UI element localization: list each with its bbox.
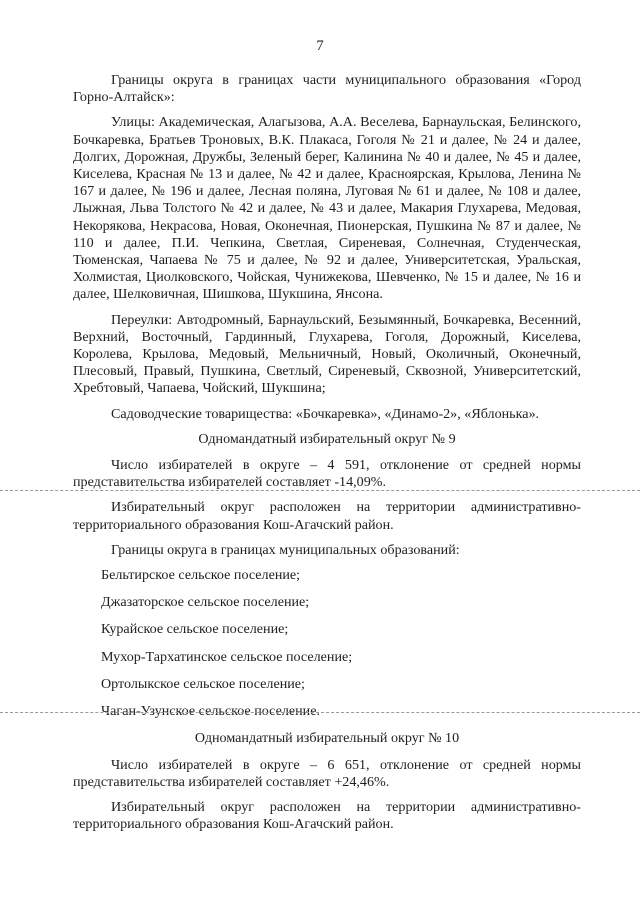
district-9-voters: Число избирателей в округе – 4 591, отклонение от средней нормы представительства избирателей составляет -14,09%. — [73, 457, 581, 491]
district-9-settlement-item: Курайское сельское поселение; — [101, 621, 289, 638]
district-10-voters: Число избирателей в округе – 6 651, отклонение от средней нормы представительства избирателей составляет +24,46%. — [73, 756, 581, 790]
scan-line-artifact — [0, 490, 640, 491]
paragraph-garden-societies: Садоводческие товарищества: «Бочкаревка», «Динамо-2», «Яблонька». — [111, 405, 540, 422]
district-9-settlement-item: Джазаторское сельское поселение; — [101, 594, 310, 611]
page-number: 7 — [316, 38, 324, 54]
paragraph-boundaries-intro: Границы округа в границах части муниципального образования «Город Горно-Алтайск»: — [73, 72, 581, 106]
district-10-location: Избирательный округ расположен на территории административно-территориального образования Кош-Агачский район. — [73, 798, 581, 833]
district-9-heading: Одномандатный избирательный округ № 9 — [198, 430, 456, 447]
district-9-settlement-item: Мухор-Тархатинское сельское поселение; — [101, 648, 353, 665]
district-9-settlement-item: Бельтирское сельское поселение; — [101, 567, 301, 584]
district-9-boundaries-intro: Границы округа в границах муниципальных образований: — [111, 541, 460, 558]
paragraph-lanes: Переулки: Автодромный, Барнаульский, Безымянный, Бочкаревка, Весенний, Верхний, Восточный, Гардинный, Глухарева, Гоголя, Дорожный, Киселева, Королева, Крылова, Медовый, Мельничный, Новый, Околичный, Оконечный, Плесовый, Правый, Пушкина, Светлый, Сиреневый, Сквозной, Университетский, Хребтовый, Чапаева, Чойский, Шукшина; — [73, 311, 581, 397]
district-9-settlement-item: Чаган-Узунское сельское поселение. — [101, 703, 320, 720]
district-9-location: Избирательный округ расположен на территории административно-территориального образования Кош-Агачский район. — [73, 499, 581, 533]
paragraph-streets: Улицы: Академическая, Алагызова, А.А. Веселева, Барнаульская, Белинского, Бочкаревка, Братьев Троновых, В.К. Плакаса, Гоголя № 21 и далее, № 24 и далее, Долгих, Дорожная, Дружбы, Зеленый берег, Калинина № 40 и далее, № 45 и далее, Киселева, Красная № 13 и далее, № 42 и далее, Красноярская, Крылова, Ленина № 167 и далее, № 196 и далее, Лесная поляна, Луговая № 61 и далее, № 108 и далее, Лыжная, Льва Толстого № 42 и далее, № 43 и далее, Макария Глухарева, Медовая, Некорякова, Некрасова, Новая, Оконечная, Пионерская, Пушкина № 87 и далее, № 110 и далее, П.И. Чепкина, Светлая, Сиреневая, Солнечная, Студенческая, Тюменская, Чапаева № 75 и далее, № 92 и далее, Университетская, Уральская, Холмистая, Циолковского, Чойская, Чунижекова, Шевченко, № 15 и далее, № 16 и далее, Шелковичная, Шишкова, Шукшина, Янсона. — [73, 114, 581, 303]
district-9-settlement-item: Ортолыкское сельское поселение; — [101, 675, 305, 692]
scan-line-artifact — [0, 712, 640, 713]
document-body — [73, 72, 581, 841]
district-10-heading: Одномандатный избирательный округ № 10 — [194, 730, 460, 747]
